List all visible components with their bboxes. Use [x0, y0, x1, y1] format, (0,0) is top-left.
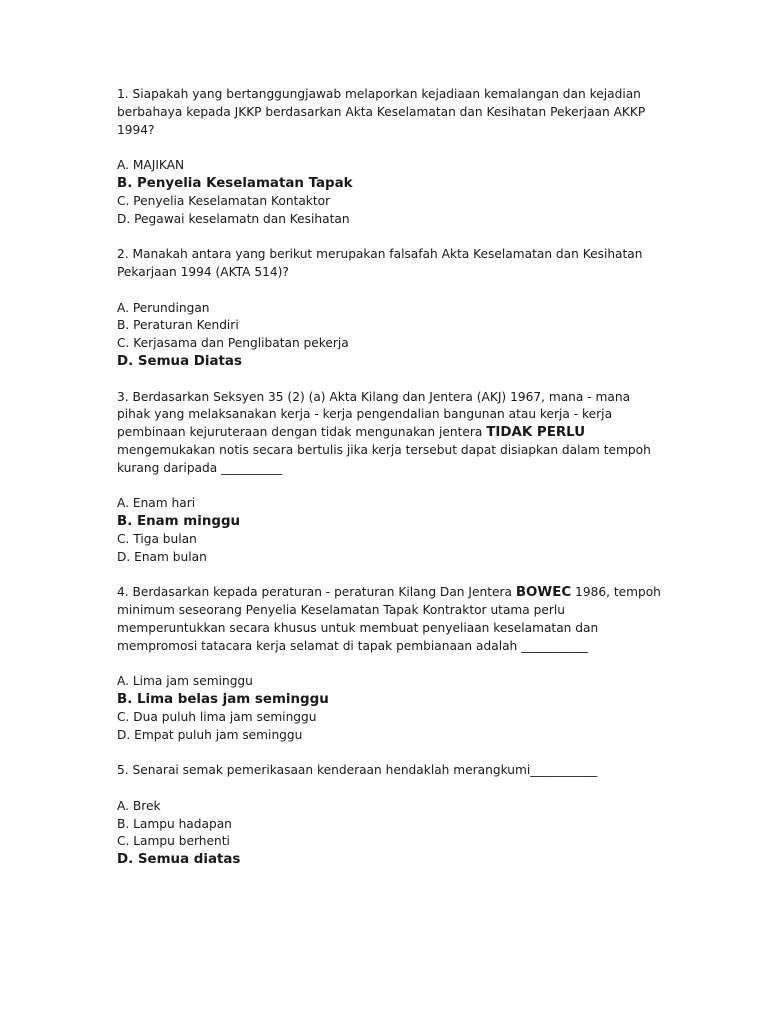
question-5-option-d: D. Semua diatas — [117, 852, 241, 868]
question-4-option-a: A. Lima jam seminggu — [117, 674, 253, 689]
question-5-option-b: B. Lampu hadapan — [117, 816, 232, 831]
question-3-text-after: mengemukakan notis secara bertulis jika kerja tersebut dapat disiapkan dalam tempoh kurang daripada __________ — [117, 442, 651, 475]
question-4 — [117, 584, 662, 744]
question-5-option-a: A. Brek — [117, 798, 161, 813]
question-1-option-c: C. Penyelia Keselamatan Kontaktor — [117, 193, 331, 208]
question-3-option-d: D. Enam bulan — [117, 549, 207, 564]
question-4-option-c: C. Dua puluh lima jam seminggu — [117, 709, 317, 724]
question-2-option-c: C. Kerjasama dan Penglibatan pekerja — [117, 336, 349, 351]
question-3 — [117, 389, 662, 567]
question-4-option-b: B. Lima belas jam seminggu — [117, 692, 329, 708]
question-2-option-d: D. Semua Diatas — [117, 353, 242, 369]
question-2-option-b: B. Peraturan Kendiri — [117, 318, 239, 333]
question-2 — [117, 246, 662, 371]
question-1-option-d: D. Pegawai keselamatn dan Kesihatan — [117, 211, 350, 226]
question-1-option-a: A. MAJIKAN — [117, 158, 185, 173]
document-page — [117, 86, 662, 887]
question-3-option-b: B. Enam minggu — [117, 514, 241, 530]
question-3-text-before: 3. Berdasarkan Seksyen 35 (2) (a) Akta Kilang dan Jentera (AKJ) 1967, mana - mana pihak yang melaksanakan kerja - kerja pengendalian bangunan atau kerja - kerja pembinaan kejuruteraan dengan tidak mengunakan jentera — [117, 389, 631, 440]
question-1-text: 1. Siapakah yang bertanggungjawab melaporkan kejadiaan kemalangan dan kejadian berbahaya kepada JKKP berdasarkan Akta Keselamatan dan Kesihatan Pekerjaan AKKP 1994? — [117, 87, 646, 137]
question-4-text-after: 1986, tempoh minimum seseorang Penyelia Keselamatan Tapak Kontraktor utama perlu memperuntukkan secara khusus untuk membuat penyeliaan keselamatan dan mempromosi tatacara kerja selamat di tapak pembianaan adalah ___________ — [117, 585, 661, 653]
question-4-option-d: D. Empat puluh jam seminggu — [117, 727, 303, 742]
question-2-option-a: A. Perundingan — [117, 300, 210, 315]
question-3-option-c: C. Tiga bulan — [117, 531, 197, 546]
question-3-emphasis: TIDAK PERLU — [486, 425, 586, 441]
question-1 — [117, 86, 662, 228]
question-4-text-before: 4. Berdasarkan kepada peraturan - peraturan Kilang Dan Jentera — [117, 585, 516, 600]
question-5-option-c: C. Lampu berhenti — [117, 834, 230, 849]
question-2-text: 2. Manakah antara yang berikut merupakan falsafah Akta Keselamatan dan Kesihatan Pekarjaan 1994 (AKTA 514)? — [117, 247, 643, 279]
question-3-option-a: A. Enam hari — [117, 496, 196, 511]
question-1-option-b: B. Penyelia Keselamatan Tapak — [117, 175, 353, 191]
question-4-text — [117, 584, 662, 655]
question-5 — [117, 762, 662, 869]
question-5-text: 5. Senarai semak pemerikasaan kenderaan hendaklah merangkumi___________ — [117, 763, 598, 778]
question-4-emphasis: BOWEC — [515, 585, 572, 601]
question-3-text — [117, 389, 662, 478]
